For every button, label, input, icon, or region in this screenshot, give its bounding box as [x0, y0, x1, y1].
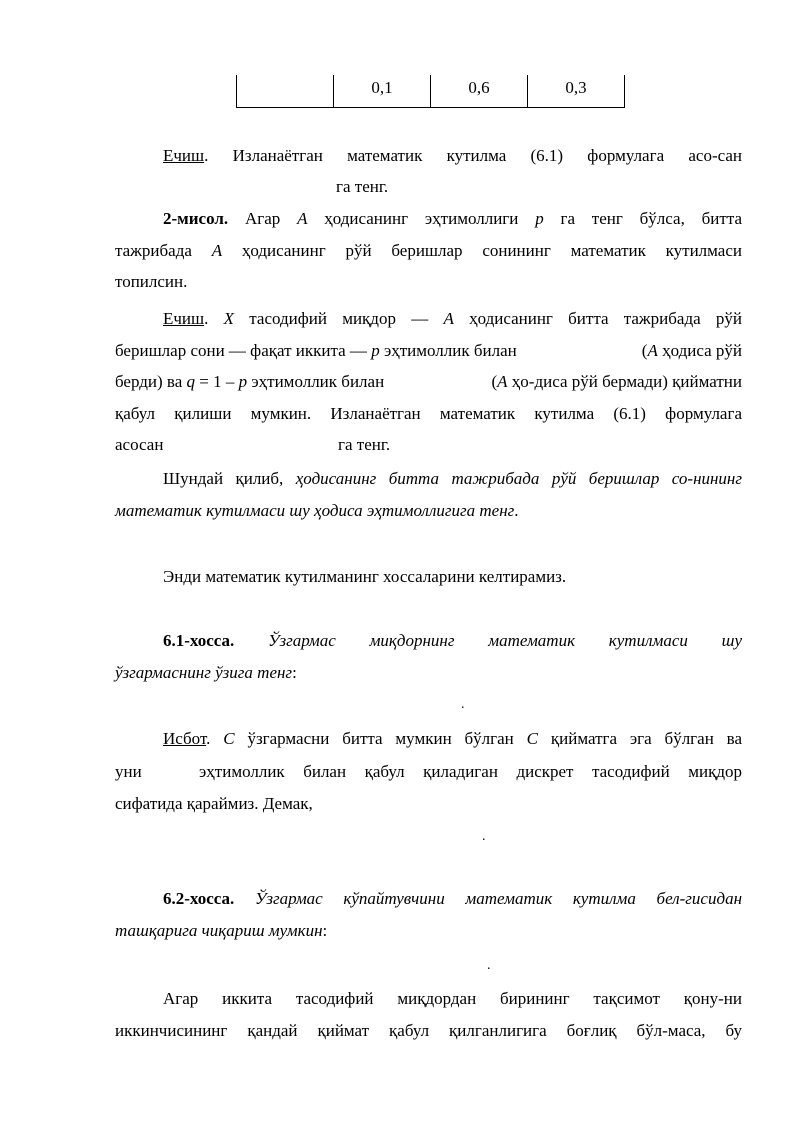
- text-span: ҳодисанинг битта тажрибада рўй беришлар со-нининг: [295, 469, 742, 488]
- text-span: . Изланаётган математик кутилма (6.1) формулага асо-сан: [204, 146, 742, 165]
- text-line: [626, 340, 742, 362]
- text-span: Энди математик кутилманинг хоссаларини келтирамиз.: [163, 567, 567, 586]
- text-span: p: [535, 209, 544, 228]
- distribution-table: [236, 75, 625, 108]
- text-span: C: [223, 729, 235, 748]
- text-line: [115, 793, 742, 815]
- text-span: ўзгармасни битта мумкин бўлган: [234, 729, 527, 748]
- text-span: (: [491, 372, 498, 391]
- text-span: берди) ва: [115, 372, 187, 391]
- text-line: [115, 371, 435, 393]
- example-label: 2-мисол.: [163, 209, 229, 228]
- text-span: қабул қилиши мумкин. Изланаётган математик кутилма (6.1) формулага: [115, 404, 742, 423]
- table-cell: 0,3: [528, 75, 625, 108]
- text-span: p: [371, 341, 380, 360]
- text-line: [163, 468, 742, 490]
- text-line: [115, 271, 742, 293]
- text-span: ўзгармаснинг ўзига тенг: [115, 663, 293, 682]
- text-line: [163, 208, 742, 230]
- text-span: тасодифий миқдор —: [234, 309, 444, 328]
- text-line: [199, 761, 742, 783]
- text-line: [115, 1020, 742, 1042]
- text-line: [115, 340, 535, 362]
- text-span: .: [206, 729, 224, 748]
- text-line: [115, 500, 742, 522]
- text-line: [115, 920, 742, 942]
- text-span: га тенг.: [338, 435, 391, 454]
- text-span: Шундай қилиб,: [163, 469, 296, 488]
- text-span: эҳтимоллик билан: [247, 372, 385, 391]
- text-span: C: [526, 729, 538, 748]
- table-cell: [237, 75, 334, 108]
- text-span: (: [641, 341, 648, 360]
- text-span: топилсин.: [115, 272, 188, 291]
- text-span: сифатида қараймиз. Демак,: [115, 794, 313, 813]
- text-line: [163, 888, 742, 910]
- text-line: [163, 728, 742, 750]
- table-cell: 0,1: [334, 75, 431, 108]
- text-span: q: [186, 372, 196, 391]
- text-span: уни: [115, 762, 142, 781]
- text-line: [336, 176, 536, 198]
- text-span: асосан: [115, 435, 164, 454]
- text-span: X: [223, 309, 235, 328]
- text-span: ташқарига чиқариш мумкин: [115, 921, 323, 940]
- text-span: .: [514, 501, 519, 520]
- text-span: A: [443, 309, 454, 328]
- text-line: [163, 566, 742, 588]
- text-span: ҳодисанинг битта тажрибада рўй: [453, 309, 743, 328]
- text-span: Агар иккита тасодифий миқдордан бирининг тақсимот қону-ни: [163, 989, 742, 1008]
- text-span: ҳодиса рўй: [657, 341, 742, 360]
- formula-period: .: [461, 697, 465, 712]
- text-span: ҳодисанинг эҳтимоллиги: [307, 209, 536, 228]
- formula-period: .: [487, 958, 491, 973]
- text-line: [115, 761, 175, 783]
- text-span: ҳо-диса рўй бермади) қийматни: [507, 372, 742, 391]
- text-span: A: [497, 372, 508, 391]
- text-span: иккинчисининг қандай қиймат қабул қилганлигига боғлиқ бўл-маса, бу: [115, 1021, 742, 1040]
- text-span: A: [647, 341, 658, 360]
- text-span: Ўзгармас кўпайтувчини математик кутилма бел-гисидан: [234, 889, 742, 908]
- property-label: 6.2-хосса.: [163, 889, 235, 908]
- text-line: [115, 662, 742, 684]
- text-span: A: [297, 209, 308, 228]
- table-cell: 0,6: [431, 75, 528, 108]
- property-label: 6.1-хосса.: [163, 631, 235, 650]
- proof-label: Исбот: [163, 729, 207, 748]
- solution-label: Ечиш: [163, 146, 205, 165]
- text-line: [115, 434, 215, 456]
- text-span: Агар: [228, 209, 298, 228]
- text-span: ҳодисанинг рўй беришлар сонининг математик кутилмаси: [222, 241, 742, 260]
- formula-period: .: [482, 829, 486, 844]
- text-line: [115, 240, 742, 262]
- text-span: :: [322, 921, 328, 940]
- text-span: қийматга эга бўлган ва: [538, 729, 743, 748]
- text-line: [163, 145, 742, 167]
- text-span: = 1 –: [195, 372, 239, 391]
- text-span: тажрибада: [115, 241, 212, 260]
- text-span: беришлар сони — фақат иккита —: [115, 341, 372, 360]
- text-span: A: [211, 241, 223, 260]
- text-line: [466, 371, 742, 393]
- text-span: эҳтимоллик билан қабул қиладиган дискрет тасодифий миқдор: [199, 762, 742, 781]
- text-span: .: [204, 309, 224, 328]
- text-span: p: [238, 372, 248, 391]
- text-line: [163, 308, 742, 330]
- text-line: [115, 403, 742, 425]
- text-span: га тенг бўлса, битта: [543, 209, 742, 228]
- text-line: [163, 630, 742, 652]
- text-span: :: [292, 663, 297, 682]
- text-span: эҳтимоллик билан: [379, 341, 517, 360]
- table-row: [237, 75, 625, 108]
- text-span: Ўзгармас миқдорнинг математик кутилмаси шу: [234, 631, 742, 650]
- text-span: га тенг.: [336, 177, 389, 196]
- text-span: математик кутилмаси шу ҳодиса эҳтимоллигига тенг: [115, 501, 515, 520]
- text-line: [163, 988, 742, 1010]
- solution-label: Ечиш: [163, 309, 205, 328]
- text-line: [338, 434, 438, 456]
